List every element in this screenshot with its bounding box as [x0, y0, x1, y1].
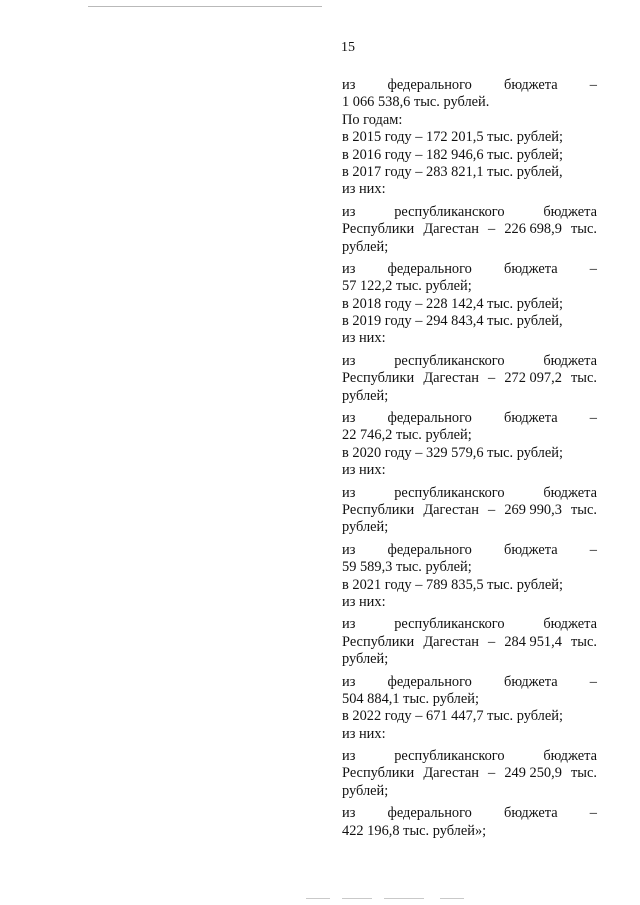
text-line: в 2020 году – 329 579,6 тыс. рублей;: [342, 444, 563, 461]
scan-artifact: [384, 898, 424, 899]
text-word: 249 250,9: [504, 765, 562, 782]
text-word: из: [342, 748, 356, 765]
text-word: Республики: [342, 765, 415, 782]
scan-top-rule: [88, 6, 322, 7]
text-word: из: [342, 805, 356, 822]
text-word: тыс.: [571, 765, 597, 782]
text-line: [342, 353, 597, 370]
text-line: [342, 261, 597, 278]
text-line: [342, 674, 597, 691]
text-line: рублей;: [342, 519, 389, 536]
text-word: –: [589, 410, 597, 427]
text-line: По годам:: [342, 111, 403, 128]
text-word: республиканского: [394, 748, 505, 765]
text-word: бюджета: [504, 410, 558, 427]
text-line: [342, 616, 597, 633]
text-word: из: [342, 484, 356, 501]
text-line: 59 589,3 тыс. рублей;: [342, 559, 472, 576]
text-word: республиканского: [394, 616, 505, 633]
text-word: из: [342, 616, 356, 633]
text-line: в 2017 году – 283 821,1 тыс. рублей,: [342, 163, 563, 180]
text-line: [342, 204, 597, 221]
text-line: из них:: [342, 181, 386, 198]
text-word: бюджета: [504, 541, 558, 558]
text-line: [342, 765, 597, 782]
text-word: бюджета: [504, 260, 558, 277]
text-line: в 2015 году – 172 201,5 тыс. рублей;: [342, 129, 563, 146]
text-word: Дагестан: [423, 370, 479, 387]
text-word: бюджета: [504, 805, 558, 822]
text-word: республиканского: [394, 203, 505, 220]
text-word: республиканского: [394, 352, 505, 369]
text-line: [342, 485, 597, 502]
text-line: в 2016 году – 182 946,6 тыс. рублей;: [342, 146, 563, 163]
text-word: –: [488, 221, 496, 238]
text-word: тыс.: [571, 221, 597, 238]
text-word: Республики: [342, 633, 415, 650]
text-line: из них:: [342, 593, 386, 610]
scan-artifact: [306, 898, 330, 899]
text-line: [342, 805, 597, 822]
text-line: [342, 221, 597, 238]
text-line: [342, 77, 597, 94]
text-word: федерального: [387, 805, 472, 822]
text-line: в 2022 году – 671 447,7 тыс. рублей;: [342, 708, 563, 725]
text-word: –: [589, 541, 597, 558]
text-word: тыс.: [571, 370, 597, 387]
text-line: рублей;: [342, 387, 389, 404]
text-word: –: [589, 805, 597, 822]
text-word: бюджета: [543, 352, 597, 369]
text-line: рублей;: [342, 651, 389, 668]
text-word: Республики: [342, 221, 415, 238]
text-word: федерального: [387, 260, 472, 277]
text-word: –: [488, 370, 496, 387]
text-line: из них:: [342, 462, 386, 479]
text-word: республиканского: [394, 484, 505, 501]
text-word: Дагестан: [423, 501, 479, 518]
text-word: Дагестан: [423, 765, 479, 782]
text-word: федерального: [387, 77, 472, 93]
scan-artifact: [440, 898, 464, 899]
document-text-column: [342, 77, 597, 840]
text-word: –: [589, 673, 597, 690]
text-line: в 2021 году – 789 835,5 тыс. рублей;: [342, 576, 563, 593]
text-word: из: [342, 203, 356, 220]
text-word: тыс.: [571, 501, 597, 518]
text-word: федерального: [387, 410, 472, 427]
text-word: бюджета: [543, 203, 597, 220]
text-line: [342, 542, 597, 559]
text-line: из них:: [342, 725, 386, 742]
text-word: из: [342, 541, 356, 558]
text-word: из: [342, 260, 356, 277]
text-word: 269 990,3: [504, 501, 562, 518]
text-line: 422 196,8 тыс. рублей»;: [342, 822, 487, 839]
text-line: в 2019 году – 294 843,4 тыс. рублей,: [342, 313, 563, 330]
text-word: бюджета: [543, 484, 597, 501]
text-word: федерального: [387, 541, 472, 558]
text-word: –: [488, 501, 496, 518]
text-word: из: [342, 410, 356, 427]
text-word: –: [488, 765, 496, 782]
text-word: 272 097,2: [504, 370, 562, 387]
text-line: 22 746,2 тыс. рублей;: [342, 427, 472, 444]
text-word: –: [589, 77, 597, 93]
text-word: из: [342, 673, 356, 690]
text-word: 284 951,4: [504, 633, 562, 650]
text-line: [342, 502, 597, 519]
text-line: 57 122,2 тыс. рублей;: [342, 278, 472, 295]
text-line: в 2018 году – 228 142,4 тыс. рублей;: [342, 295, 563, 312]
text-word: федерального: [387, 673, 472, 690]
text-word: –: [589, 260, 597, 277]
text-word: Республики: [342, 501, 415, 518]
text-word: из: [342, 77, 356, 93]
text-line: рублей;: [342, 782, 389, 799]
text-line: [342, 410, 597, 427]
page-number: 15: [341, 40, 355, 55]
text-word: бюджета: [543, 748, 597, 765]
text-word: –: [488, 633, 496, 650]
text-word: бюджета: [504, 673, 558, 690]
text-line: рублей;: [342, 238, 389, 255]
text-word: 226 698,9: [504, 221, 562, 238]
text-line: из них:: [342, 330, 386, 347]
text-line: [342, 370, 597, 387]
text-word: Дагестан: [423, 633, 479, 650]
scan-artifact: [342, 898, 372, 899]
text-line: 1 066 538,6 тыс. рублей.: [342, 94, 490, 111]
text-word: тыс.: [571, 633, 597, 650]
text-word: Республики: [342, 370, 415, 387]
text-word: бюджета: [504, 77, 558, 93]
text-word: бюджета: [543, 616, 597, 633]
text-line: 504 884,1 тыс. рублей;: [342, 690, 479, 707]
text-word: из: [342, 352, 356, 369]
text-line: [342, 634, 597, 651]
text-line: [342, 748, 597, 765]
text-word: Дагестан: [423, 221, 479, 238]
